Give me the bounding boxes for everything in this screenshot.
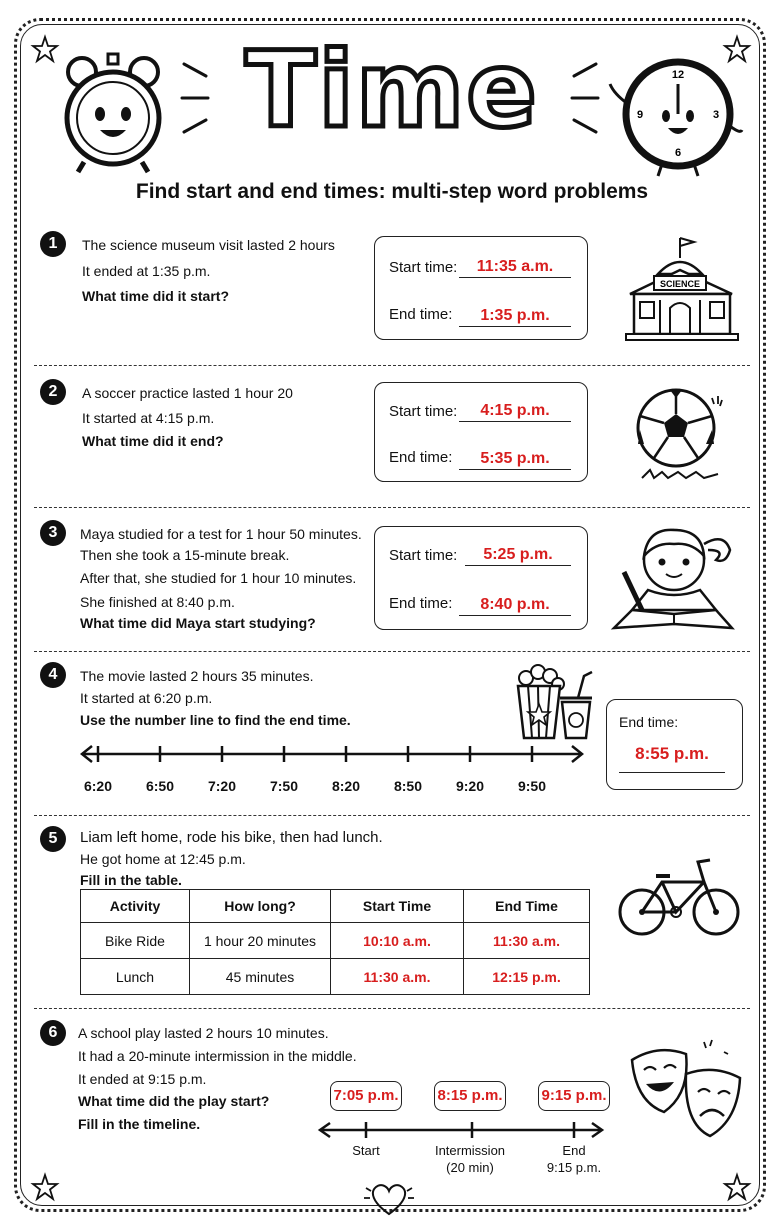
- girl-studying-icon: [612, 514, 740, 632]
- section-divider: [34, 365, 750, 366]
- problem-question: What time did Maya start studying?: [80, 615, 316, 631]
- problem-number-5: 5: [40, 826, 66, 852]
- duration-cell: 1 hour 20 minutes: [190, 923, 331, 959]
- activity-cell: Bike Ride: [81, 923, 190, 959]
- timeline-sublabel: 9:15 p.m.: [546, 1160, 602, 1175]
- number-line: [78, 738, 598, 768]
- problem-number-2: 2: [40, 379, 66, 405]
- problem-text: It started at 6:20 p.m.: [80, 690, 213, 706]
- timeline-start-answer[interactable]: 7:05 p.m.: [330, 1081, 402, 1111]
- start-time-answer[interactable]: 11:35 a.m.: [459, 257, 571, 278]
- problem-number-3: 3: [40, 520, 66, 546]
- problem-question: What time did it start?: [82, 288, 229, 304]
- start-time-cell[interactable]: 11:30 a.m.: [331, 959, 464, 995]
- number-line-tick-label: 9:20: [455, 778, 485, 794]
- start-time-answer[interactable]: 5:25 p.m.: [465, 545, 571, 566]
- column-header: Start Time: [331, 890, 464, 923]
- activity-cell: Lunch: [81, 959, 190, 995]
- problem-number-4: 4: [40, 662, 66, 688]
- clock-number-12: 12: [671, 69, 685, 81]
- clock-character-icon: [606, 54, 746, 180]
- start-time-cell[interactable]: 10:10 a.m.: [331, 923, 464, 959]
- end-time-answer[interactable]: 8:40 p.m.: [459, 595, 571, 616]
- problem-number-6: 6: [40, 1020, 66, 1046]
- table-row: [81, 923, 590, 959]
- star-icon: [32, 36, 58, 62]
- timeline-sublabel: (20 min): [446, 1160, 494, 1175]
- start-time-label: Start time:: [389, 259, 458, 276]
- problem-text: It ended at 9:15 p.m.: [78, 1071, 207, 1087]
- table-header-row: [81, 890, 590, 923]
- problem-question: What time did the play start?: [78, 1093, 270, 1109]
- problem-number-1: 1: [40, 231, 66, 257]
- number-line-tick-label: 7:50: [269, 778, 299, 794]
- timeline-label: End: [562, 1143, 586, 1158]
- problem-text: The science museum visit lasted 2 hours: [82, 237, 335, 253]
- problem-text: After that, she studied for 1 hour 10 minutes.: [80, 570, 357, 586]
- page-subtitle: Find start and end times: multi-step word problems: [135, 180, 649, 203]
- theater-masks-icon: [628, 1034, 748, 1140]
- column-header: End Time: [464, 890, 590, 923]
- end-time-label: End time:: [389, 449, 453, 466]
- section-divider: [34, 815, 750, 816]
- problem-text: The movie lasted 2 hours 35 minutes.: [80, 668, 314, 684]
- problem-text: A school play lasted 2 hours 10 minutes.: [78, 1025, 329, 1041]
- end-time-answer[interactable]: 8:55 p.m.: [619, 744, 725, 773]
- clock-number-9: 9: [636, 109, 644, 121]
- problem-question: Fill in the table.: [80, 872, 182, 888]
- problem-text: It started at 4:15 p.m.: [82, 410, 215, 426]
- column-header: Activity: [81, 890, 190, 923]
- table-row: [81, 959, 590, 995]
- problem-text: He got home at 12:45 p.m.: [80, 851, 246, 867]
- number-line-tick-label: 7:20: [207, 778, 237, 794]
- column-header: How long?: [190, 890, 331, 923]
- soccer-ball-icon: [632, 386, 728, 482]
- answer-box: [374, 526, 588, 630]
- section-divider: [34, 507, 750, 508]
- problem-question: Use the number line to find the end time.: [80, 712, 351, 728]
- end-time-label: End time:: [389, 595, 453, 612]
- problem-text: It ended at 1:35 p.m.: [82, 263, 211, 279]
- problem-text: She finished at 8:40 p.m.: [80, 594, 235, 610]
- problem-text: Then she took a 15-minute break.: [80, 547, 290, 563]
- end-time-cell[interactable]: 11:30 a.m.: [464, 923, 590, 959]
- museum-icon: [624, 236, 742, 342]
- problem-text: It had a 20-minute intermission in the middle.: [78, 1048, 357, 1064]
- clock-number-3: 3: [712, 109, 720, 121]
- heart-icon: [362, 1178, 416, 1218]
- end-time-answer[interactable]: 1:35 p.m.: [459, 306, 571, 327]
- sparkle-lines-icon: [568, 58, 602, 138]
- activity-table: [80, 889, 590, 995]
- end-time-answer[interactable]: 5:35 p.m.: [459, 449, 571, 470]
- number-line-tick-label: 8:50: [393, 778, 423, 794]
- problem-question: Fill in the timeline.: [78, 1116, 201, 1132]
- timeline-intermission-answer[interactable]: 8:15 p.m.: [434, 1081, 506, 1111]
- answer-box: [374, 236, 588, 340]
- end-time-label: End time:: [619, 714, 679, 730]
- start-time-label: Start time:: [389, 403, 458, 420]
- page-title: Time: [245, 29, 539, 151]
- answer-box: [374, 382, 588, 482]
- answer-box: [606, 699, 743, 790]
- section-divider: [34, 651, 750, 652]
- number-line-tick-label: 8:20: [331, 778, 361, 794]
- start-time-label: Start time:: [389, 547, 458, 564]
- end-time-cell[interactable]: 12:15 p.m.: [464, 959, 590, 995]
- timeline-label: Intermission: [434, 1143, 506, 1158]
- section-divider: [34, 1008, 750, 1009]
- timeline-label: Start: [352, 1143, 380, 1158]
- museum-sign: SCIENCE: [659, 279, 701, 289]
- star-icon: [32, 1174, 58, 1200]
- problem-question: What time did it end?: [82, 433, 224, 449]
- start-time-answer[interactable]: 4:15 p.m.: [459, 401, 571, 422]
- number-line-tick-label: 6:50: [145, 778, 175, 794]
- bicycle-icon: [616, 856, 742, 938]
- clock-number-6: 6: [674, 147, 682, 159]
- number-line-tick-label: 6:20: [83, 778, 113, 794]
- popcorn-icon: [514, 664, 596, 740]
- alarm-clock-icon: [58, 52, 168, 174]
- problem-text: Liam left home, rode his bike, then had lunch.: [80, 829, 383, 846]
- sparkle-lines-icon: [178, 58, 212, 138]
- problem-text: A soccer practice lasted 1 hour 20: [82, 385, 293, 401]
- timeline: [316, 1120, 606, 1144]
- timeline-end-answer[interactable]: 9:15 p.m.: [538, 1081, 610, 1111]
- problem-text: Maya studied for a test for 1 hour 50 minutes.: [80, 526, 362, 542]
- duration-cell: 45 minutes: [190, 959, 331, 995]
- star-icon: [724, 1174, 750, 1200]
- end-time-label: End time:: [389, 306, 453, 323]
- number-line-tick-label: 9:50: [517, 778, 547, 794]
